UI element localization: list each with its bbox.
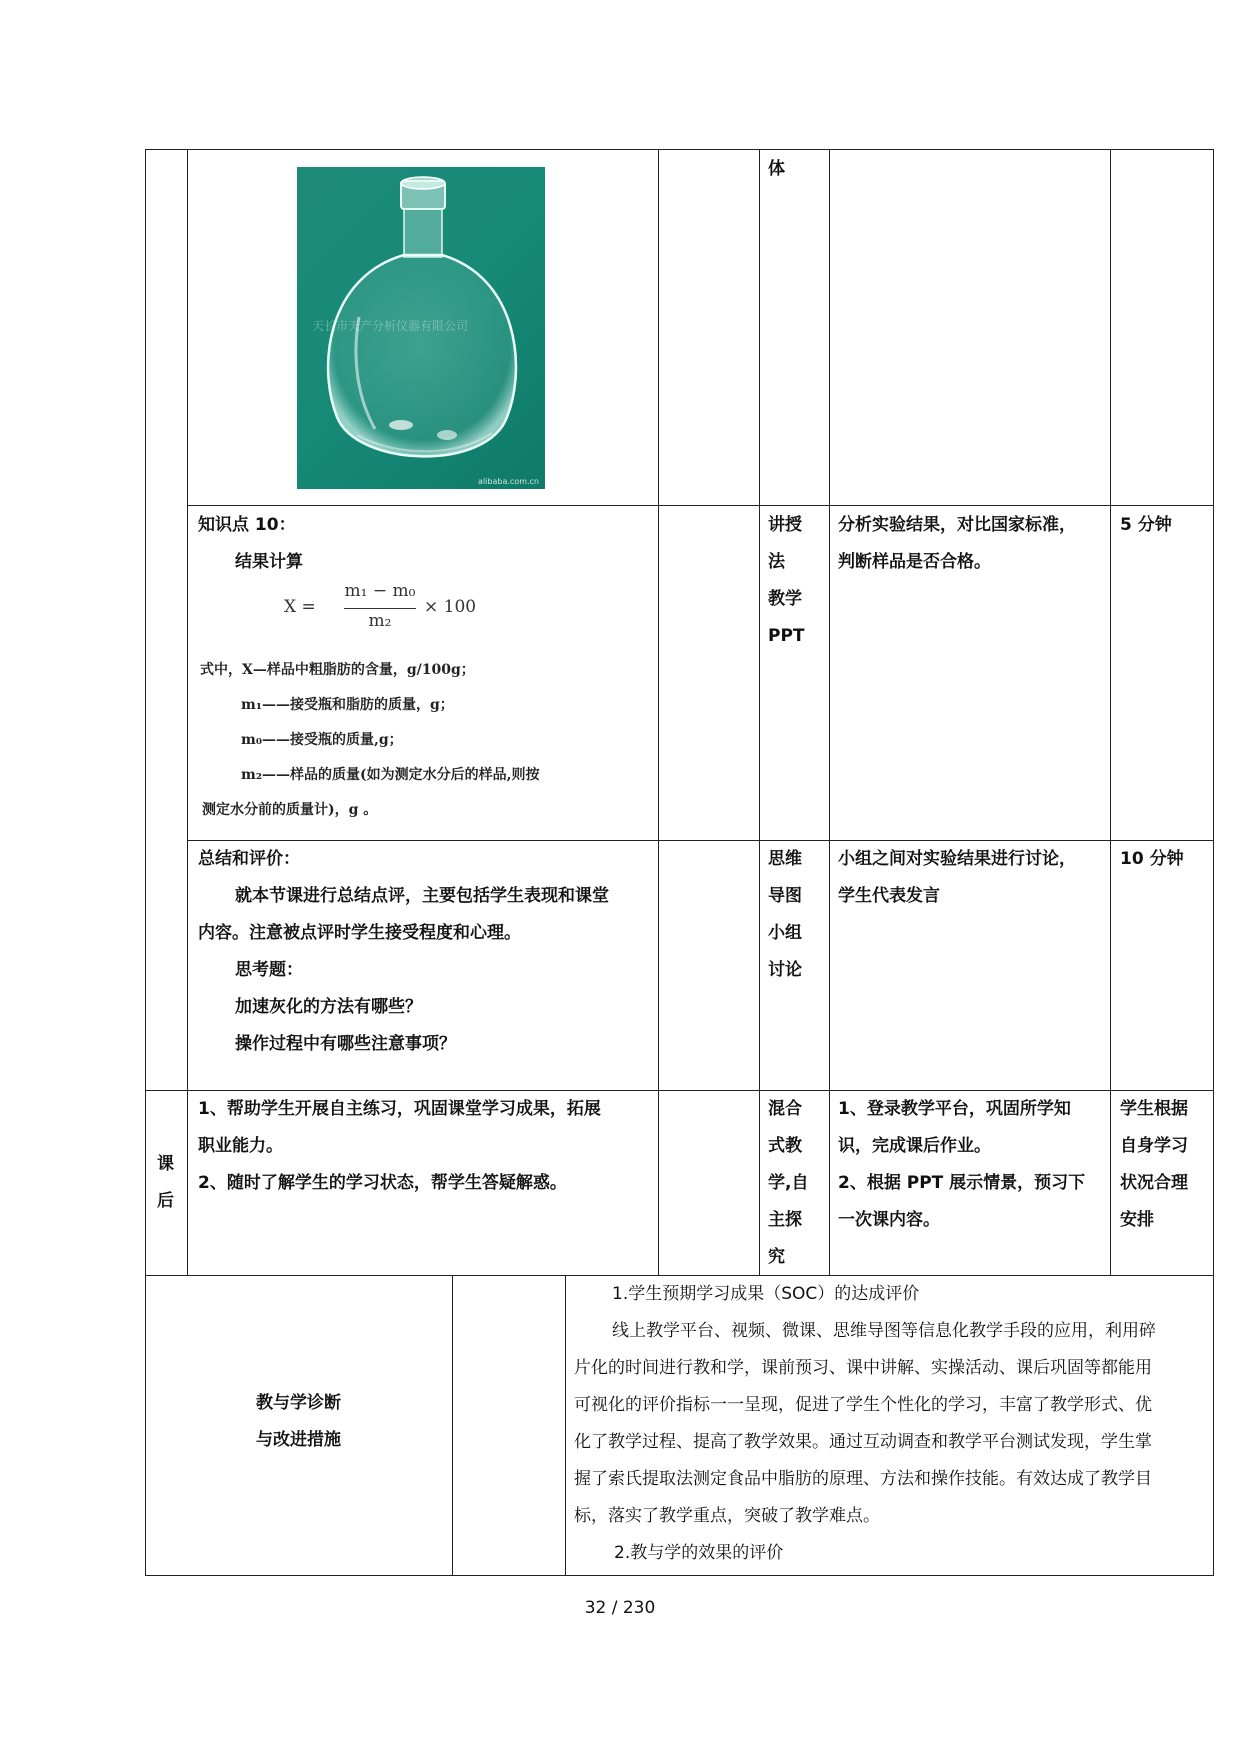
formula-definitions [200,653,539,828]
think-question: 加速灰化的方法有哪些？ [235,997,422,1017]
diagnosis-heading-2: 2.教与学的效果的评价 [614,1543,784,1563]
activity-line: 2、根据 PPT 展示情景，预习下 [838,1173,1086,1193]
content-line: 职业能力。 [198,1136,283,1156]
row-divider-1 [187,505,1214,506]
method-line: 法 [768,552,785,572]
activity-line: 小组之间对实验结果进行讨论， [838,849,1076,869]
activity-line: 一次课内容。 [838,1210,940,1230]
kp10-time: 5 分钟 [1120,515,1172,535]
activity-line: 1、登录教学平台，巩固所学知 [838,1099,1071,1119]
method-line: 导图 [768,886,802,906]
flask-image [297,167,545,489]
col-divider-activity [1110,149,1111,1275]
time-line: 学生根据 [1120,1099,1188,1119]
col-divider-method [829,149,830,1275]
diag-divider-1 [452,1275,453,1575]
think-title: 思考题： [235,960,303,980]
col-divider-stage [187,149,188,1275]
summary-body-line: 内容。注意被点评时学生接受程度和心理。 [198,923,521,943]
method-line: 思维 [768,849,802,869]
formula-fraction-bar [344,608,416,609]
method-cell-text: 体 [768,159,785,179]
col-divider-blank [759,149,760,1275]
definition-line: m₁——接受瓶和脂肪的质量，g； [241,697,454,713]
table-border-top [145,149,1214,150]
diagnosis-heading-1: 1.学生预期学习成果（SOC）的达成评价 [612,1284,920,1304]
stage-label-char: 后 [157,1191,174,1211]
summary-title: 总结和评价： [198,849,300,869]
method-line: 式教 [768,1136,802,1156]
activity-line: 分析实验结果，对比国家标准， [838,515,1076,535]
image-site-mark: alibaba.com.cn [478,477,539,486]
definition-line: 式中，X—样品中粗脂肪的含量，g/100g； [200,662,475,678]
formula-lhs: X = [284,597,316,617]
summary-body-line: 就本节课进行总结点评，主要包括学生表现和课堂 [235,886,609,906]
definition-line: m₂——样品的质量(如为测定水分后的样品,则按 [241,767,540,783]
formula-numerator: m₁ − m₀ [344,581,416,601]
paragraph-line: 标，落实了教学重点，突破了教学难点。 [574,1506,880,1526]
content-line: 1、帮助学生开展自主练习，巩固课堂学习成果，拓展 [198,1099,601,1119]
content-line: 2、随时了解学生的学习状态，帮学生答疑解惑。 [198,1173,567,1193]
diagnosis-label-line: 教与学诊断 [256,1393,341,1413]
paragraph-line: 化了教学过程、提高了教学效果。通过互动调查和教学平台测试发现，学生掌 [574,1432,1152,1452]
time-line: 状况合理 [1120,1173,1188,1193]
diagnosis-label-line: 与改进措施 [256,1430,341,1450]
method-line: 小组 [768,923,802,943]
definition-line: 测定水分前的质量计)，g 。 [202,802,378,818]
time-line: 自身学习 [1120,1136,1188,1156]
method-line: PPT [768,626,805,646]
kp10-title: 知识点 10： [198,515,296,535]
paragraph-line: 可视化的评价指标一一呈现，促进了学生个性化的学习，丰富了教学形式、优 [574,1395,1152,1415]
think-question: 操作过程中有哪些注意事项？ [235,1034,456,1054]
image-watermark: 天长市天产分析仪器有限公司 [312,319,469,333]
table-border-left [145,149,146,1575]
paragraph-line: 片化的时间进行教和学，课前预习、课中讲解、实操活动、课后巩固等都能用 [574,1358,1152,1378]
formula-denominator: m₂ [368,611,392,631]
diag-divider-2 [565,1275,566,1575]
formula-multiplier: × 100 [424,597,477,617]
method-line: 学,自 [768,1173,809,1193]
method-line: 混合 [768,1099,802,1119]
col-divider-content [658,149,659,1275]
method-line: 主探 [768,1210,802,1230]
method-line: 讲授 [768,515,802,535]
table-border-bottom [145,1575,1214,1576]
activity-line: 识，完成课后作业。 [838,1136,991,1156]
page-number: 32 / 230 [584,1598,656,1618]
table-border-right [1213,149,1214,1575]
paragraph-line: 握了索氏提取法测定食品中脂肪的原理、方法和操作技能。有效达成了教学目 [574,1469,1152,1489]
activity-line: 判断样品是否合格。 [838,552,991,572]
kp10-subtitle: 结果计算 [235,552,303,572]
paragraph-line: 线上教学平台、视频、微课、思维导图等信息化教学手段的应用，利用碎 [612,1321,1156,1341]
stage-label-char: 课 [157,1154,174,1174]
time-line: 安排 [1120,1210,1154,1230]
activity-line: 学生代表发言 [838,886,940,906]
summary-time: 10 分钟 [1120,849,1184,869]
method-line: 究 [768,1247,785,1267]
definition-line: m₀——接受瓶的质量,g； [241,732,403,748]
method-line: 讨论 [768,960,802,980]
method-line: 教学 [768,589,802,609]
